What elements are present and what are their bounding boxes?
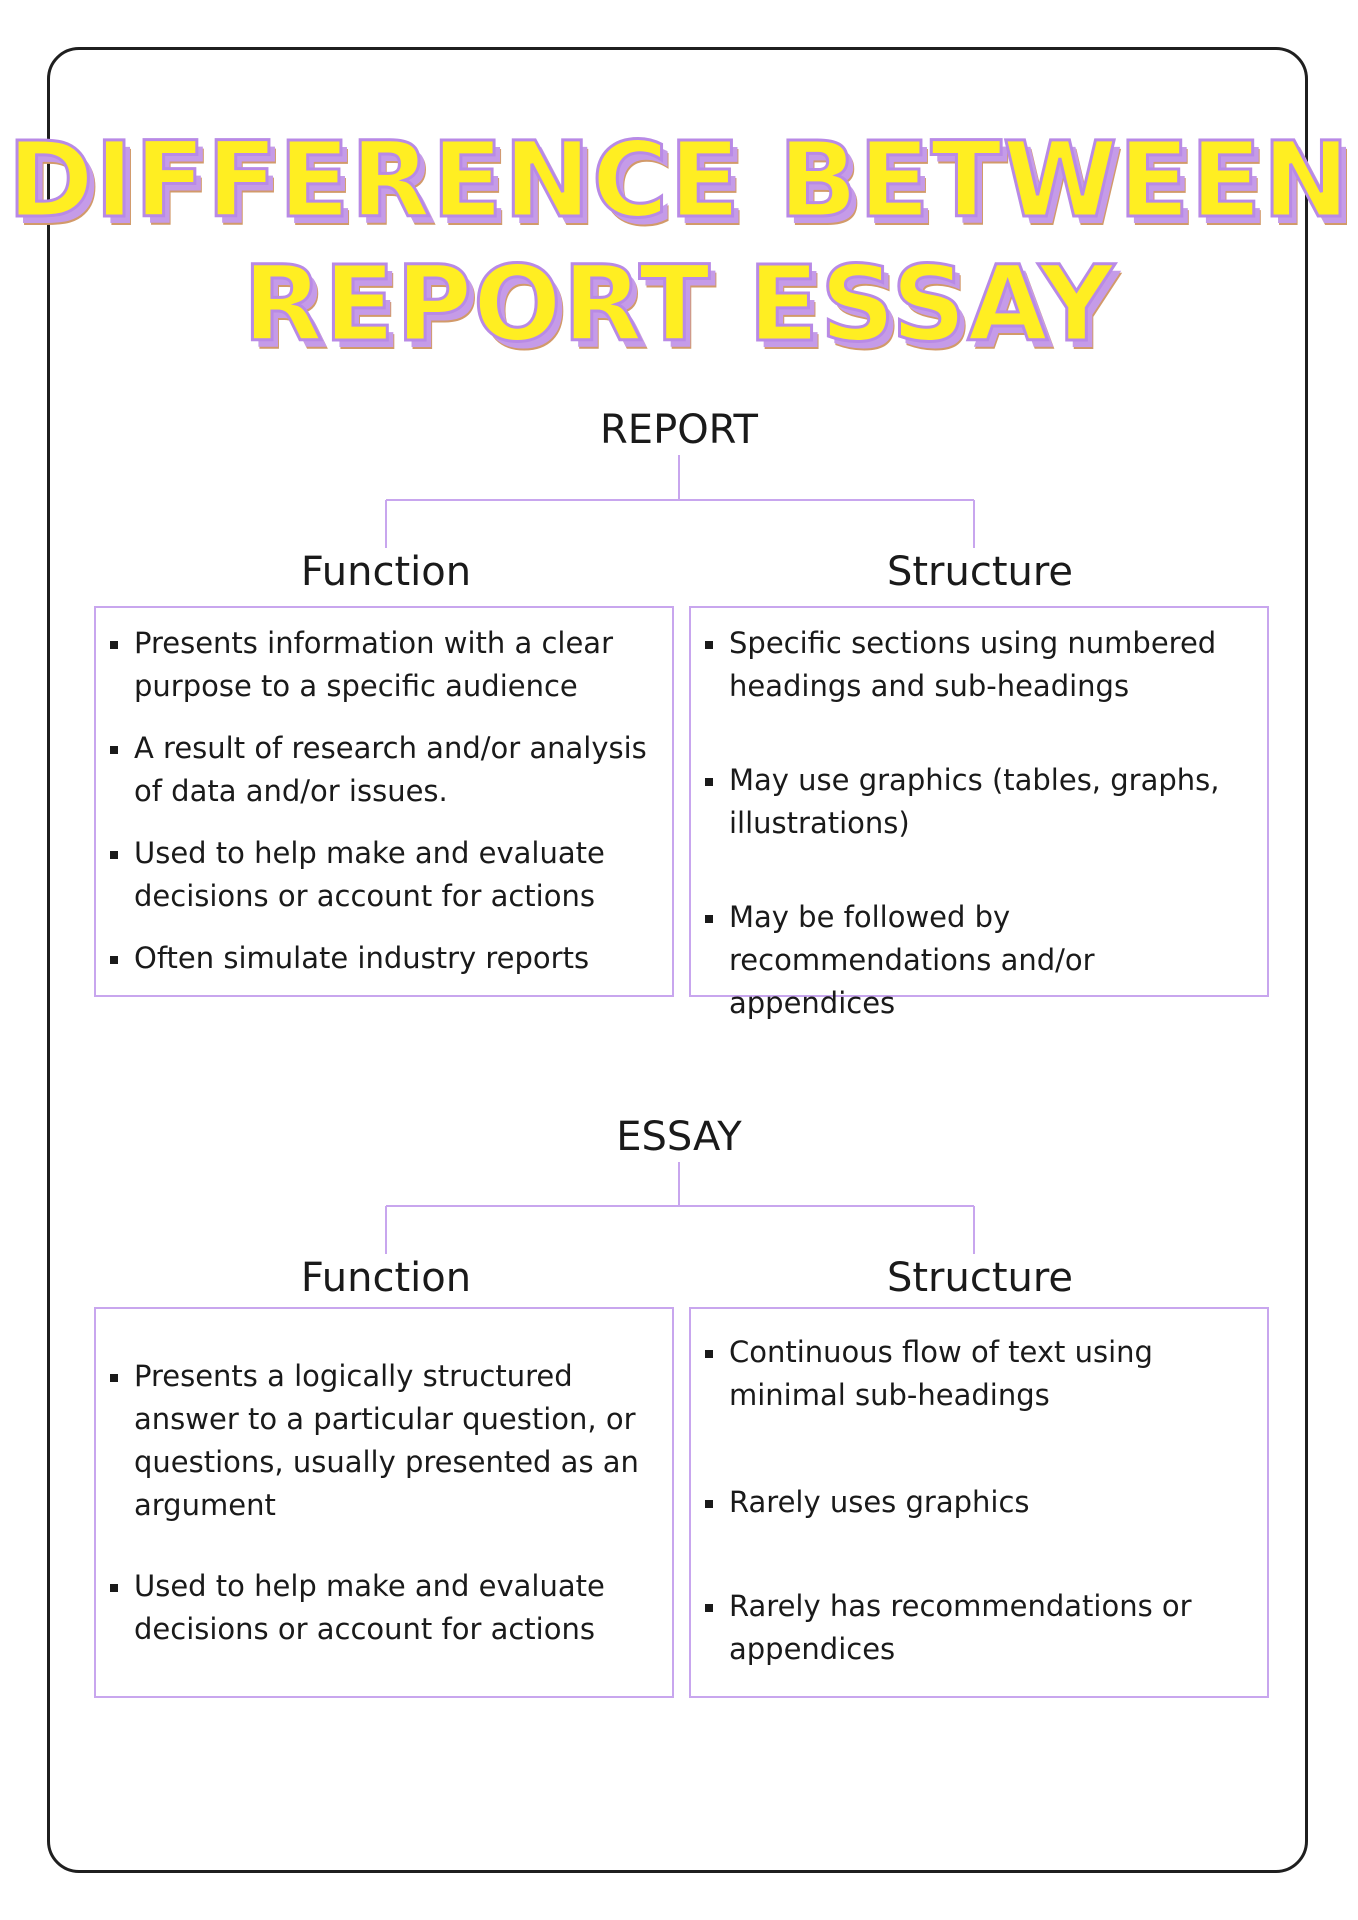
essay-function-box xyxy=(94,1307,674,1698)
section-label-essay: ESSAY xyxy=(616,1114,742,1160)
report-connector xyxy=(386,455,974,548)
essay-function-label: Function xyxy=(300,1255,472,1301)
section-label-report: REPORT xyxy=(600,407,758,453)
list-item: Rarely uses graphics xyxy=(729,1481,1259,1524)
list-item: Presents a logically structured answer to a particular question, or questions, usually presented as an argument xyxy=(134,1355,664,1527)
essay-connector xyxy=(386,1162,974,1254)
essay-structure-box xyxy=(689,1307,1269,1698)
list-item: Continuous flow of text using minimal sub-headings xyxy=(729,1331,1259,1417)
essay-structure-label: Structure xyxy=(886,1255,1074,1301)
report-structure-box xyxy=(689,606,1269,1020)
report-function-label: Function xyxy=(300,549,472,595)
title-line-2: REPORT ESSAY xyxy=(242,243,1116,365)
list-item: Used to help make and evaluate decisions or account for actions xyxy=(134,1565,664,1651)
list-item: Presents information with a clear purpose to a specific audience xyxy=(134,622,664,708)
list-item: Rarely has recommendations or appendices xyxy=(729,1585,1259,1671)
report-function-box xyxy=(94,606,674,997)
list-item: A result of research and/or analysis of data and/or issues. xyxy=(134,727,664,813)
list-item: Specific sections using numbered headings and sub-headings xyxy=(729,622,1259,708)
list-item: May use graphics (tables, graphs, illustrations) xyxy=(729,759,1259,845)
list-item: May be followed by recommendations and/or appendices xyxy=(729,896,1259,1025)
list-item: Often simulate industry reports xyxy=(134,937,664,980)
title-line-1: DIFFERENCE BETWEEN xyxy=(7,119,1351,241)
list-item: Used to help make and evaluate decisions or account for actions xyxy=(134,832,664,918)
report-structure-label: Structure xyxy=(886,549,1074,595)
